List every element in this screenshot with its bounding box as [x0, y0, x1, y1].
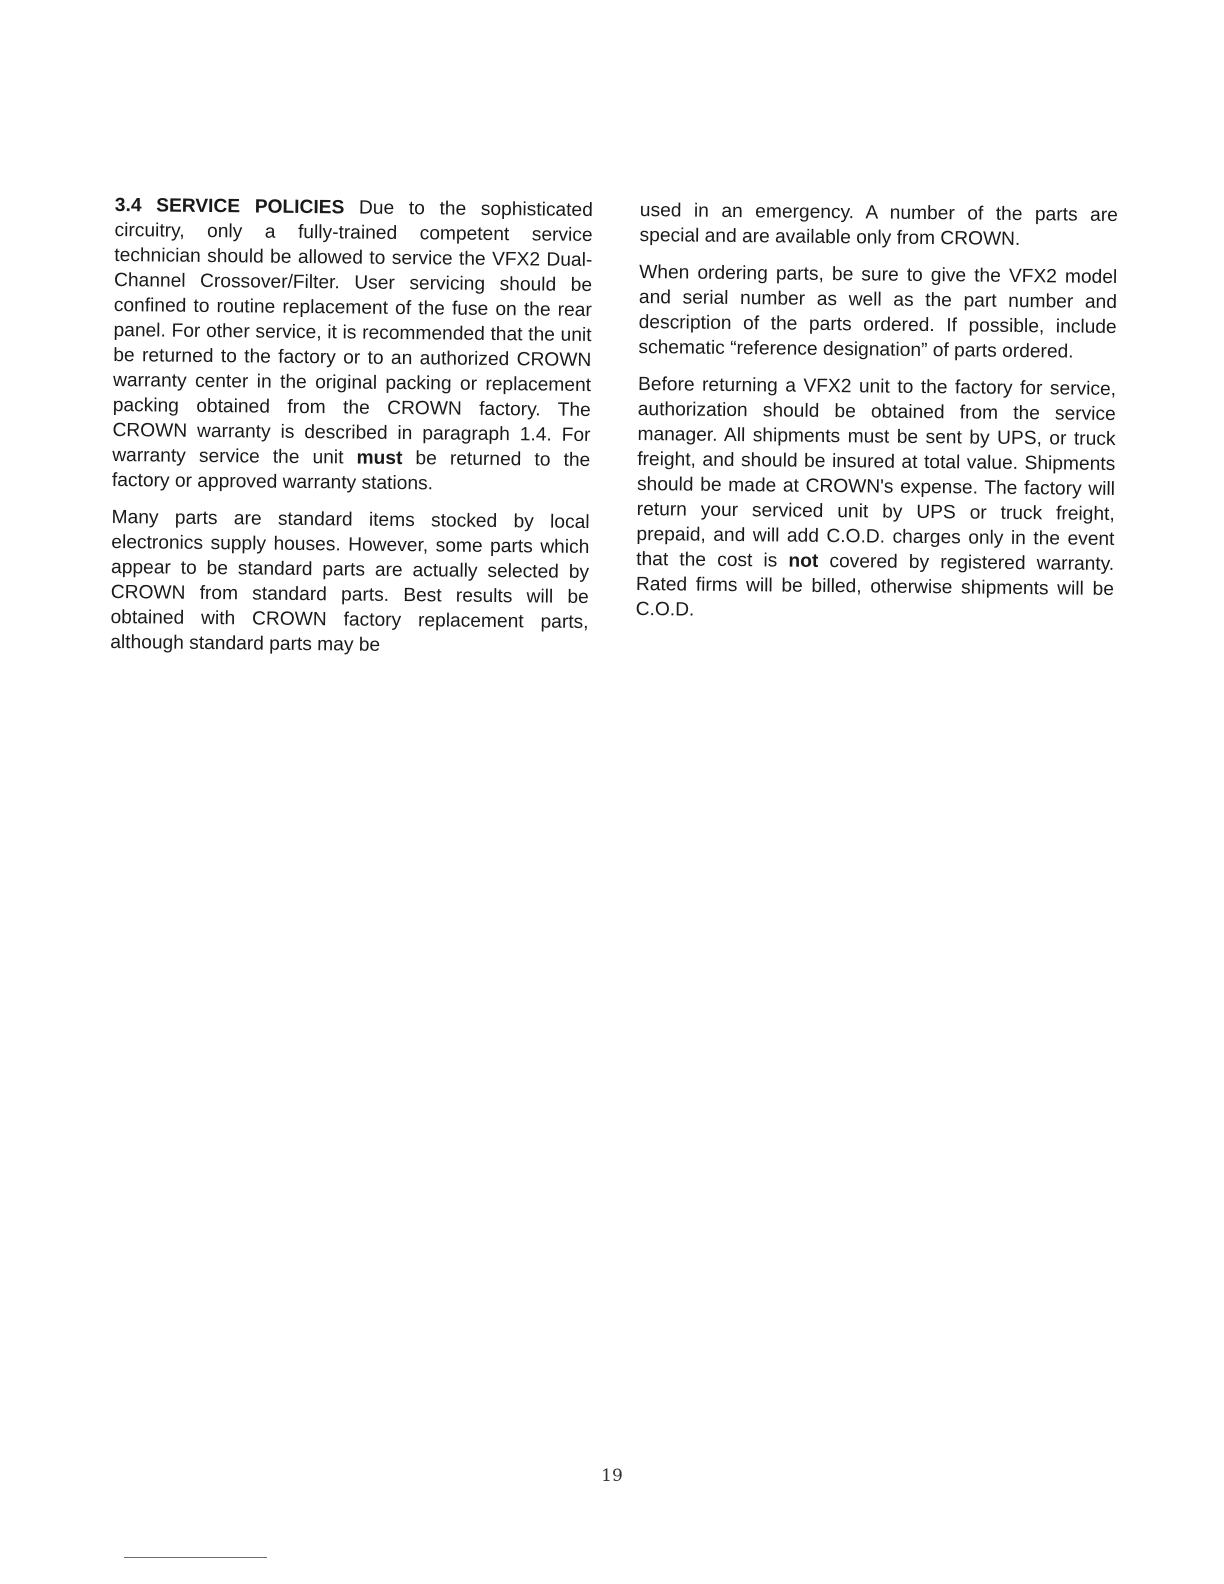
ordering-parts-paragraph: When ordering parts, be sure to give the VFX2 model and serial number as well as the part number and description of the parts ordered. If possible, include schematic “reference designation” of parts ordered. — [638, 261, 1118, 363]
parts-paragraph: Many parts are standard items stocked by local electronics supply houses. However, some parts which appear to be standard parts are actually selected by CROWN from standard parts. Best results will be obtained with CROWN factory replacement parts, although standard parts may be — [110, 506, 590, 656]
section-heading: 3.4 SERVICE POLICIES — [114, 194, 345, 219]
paragraph-text: be returned to the factory or approved warranty stations. — [111, 448, 591, 495]
emergency-parts-paragraph: used in an emergency. A number of the parts are special and are available only from CROWN. — [639, 199, 1118, 250]
paragraph-text: Before returning a VFX2 unit to the factory for service, authorization should be obtained from the service manager. All shipments must be sent by UPS, or truck freight, and should be insured at total value. Shipments should be made at CROWN's expense. The factory will return your serviced unit by UPS or truck freight, prepaid, and will add C.O.D. charges only in the event that the cost is — [636, 373, 1117, 572]
service-policies-paragraph — [112, 193, 593, 498]
right-column — [635, 198, 1118, 639]
footer-rule — [124, 1557, 267, 1558]
emphasis-text: must — [356, 447, 403, 470]
returning-unit-paragraph — [636, 372, 1117, 627]
paragraph-text: covered by registered warranty. Rated firms will be billed, otherwise shipments will be C.O.D. — [635, 550, 1115, 621]
paragraph-text: Due to the sophisticated circuitry, only a fully-trained competent service technician should be allowed to service the VFX2 Dual-Channel Crossover/Filter. User servicing should be confined to routine replacement of the fuse on the rear panel. For other service, it is recommended that the unit be returned to the factory or to an authorized CROWN warranty center in the original packing or replacement packing obtained from the CROWN factory. The CROWN warranty is described in paragraph 1.4. For warranty service the unit — [112, 197, 593, 469]
page-number: 19 — [601, 1466, 623, 1486]
left-column — [110, 193, 593, 672]
emphasis-text: not — [788, 550, 819, 572]
